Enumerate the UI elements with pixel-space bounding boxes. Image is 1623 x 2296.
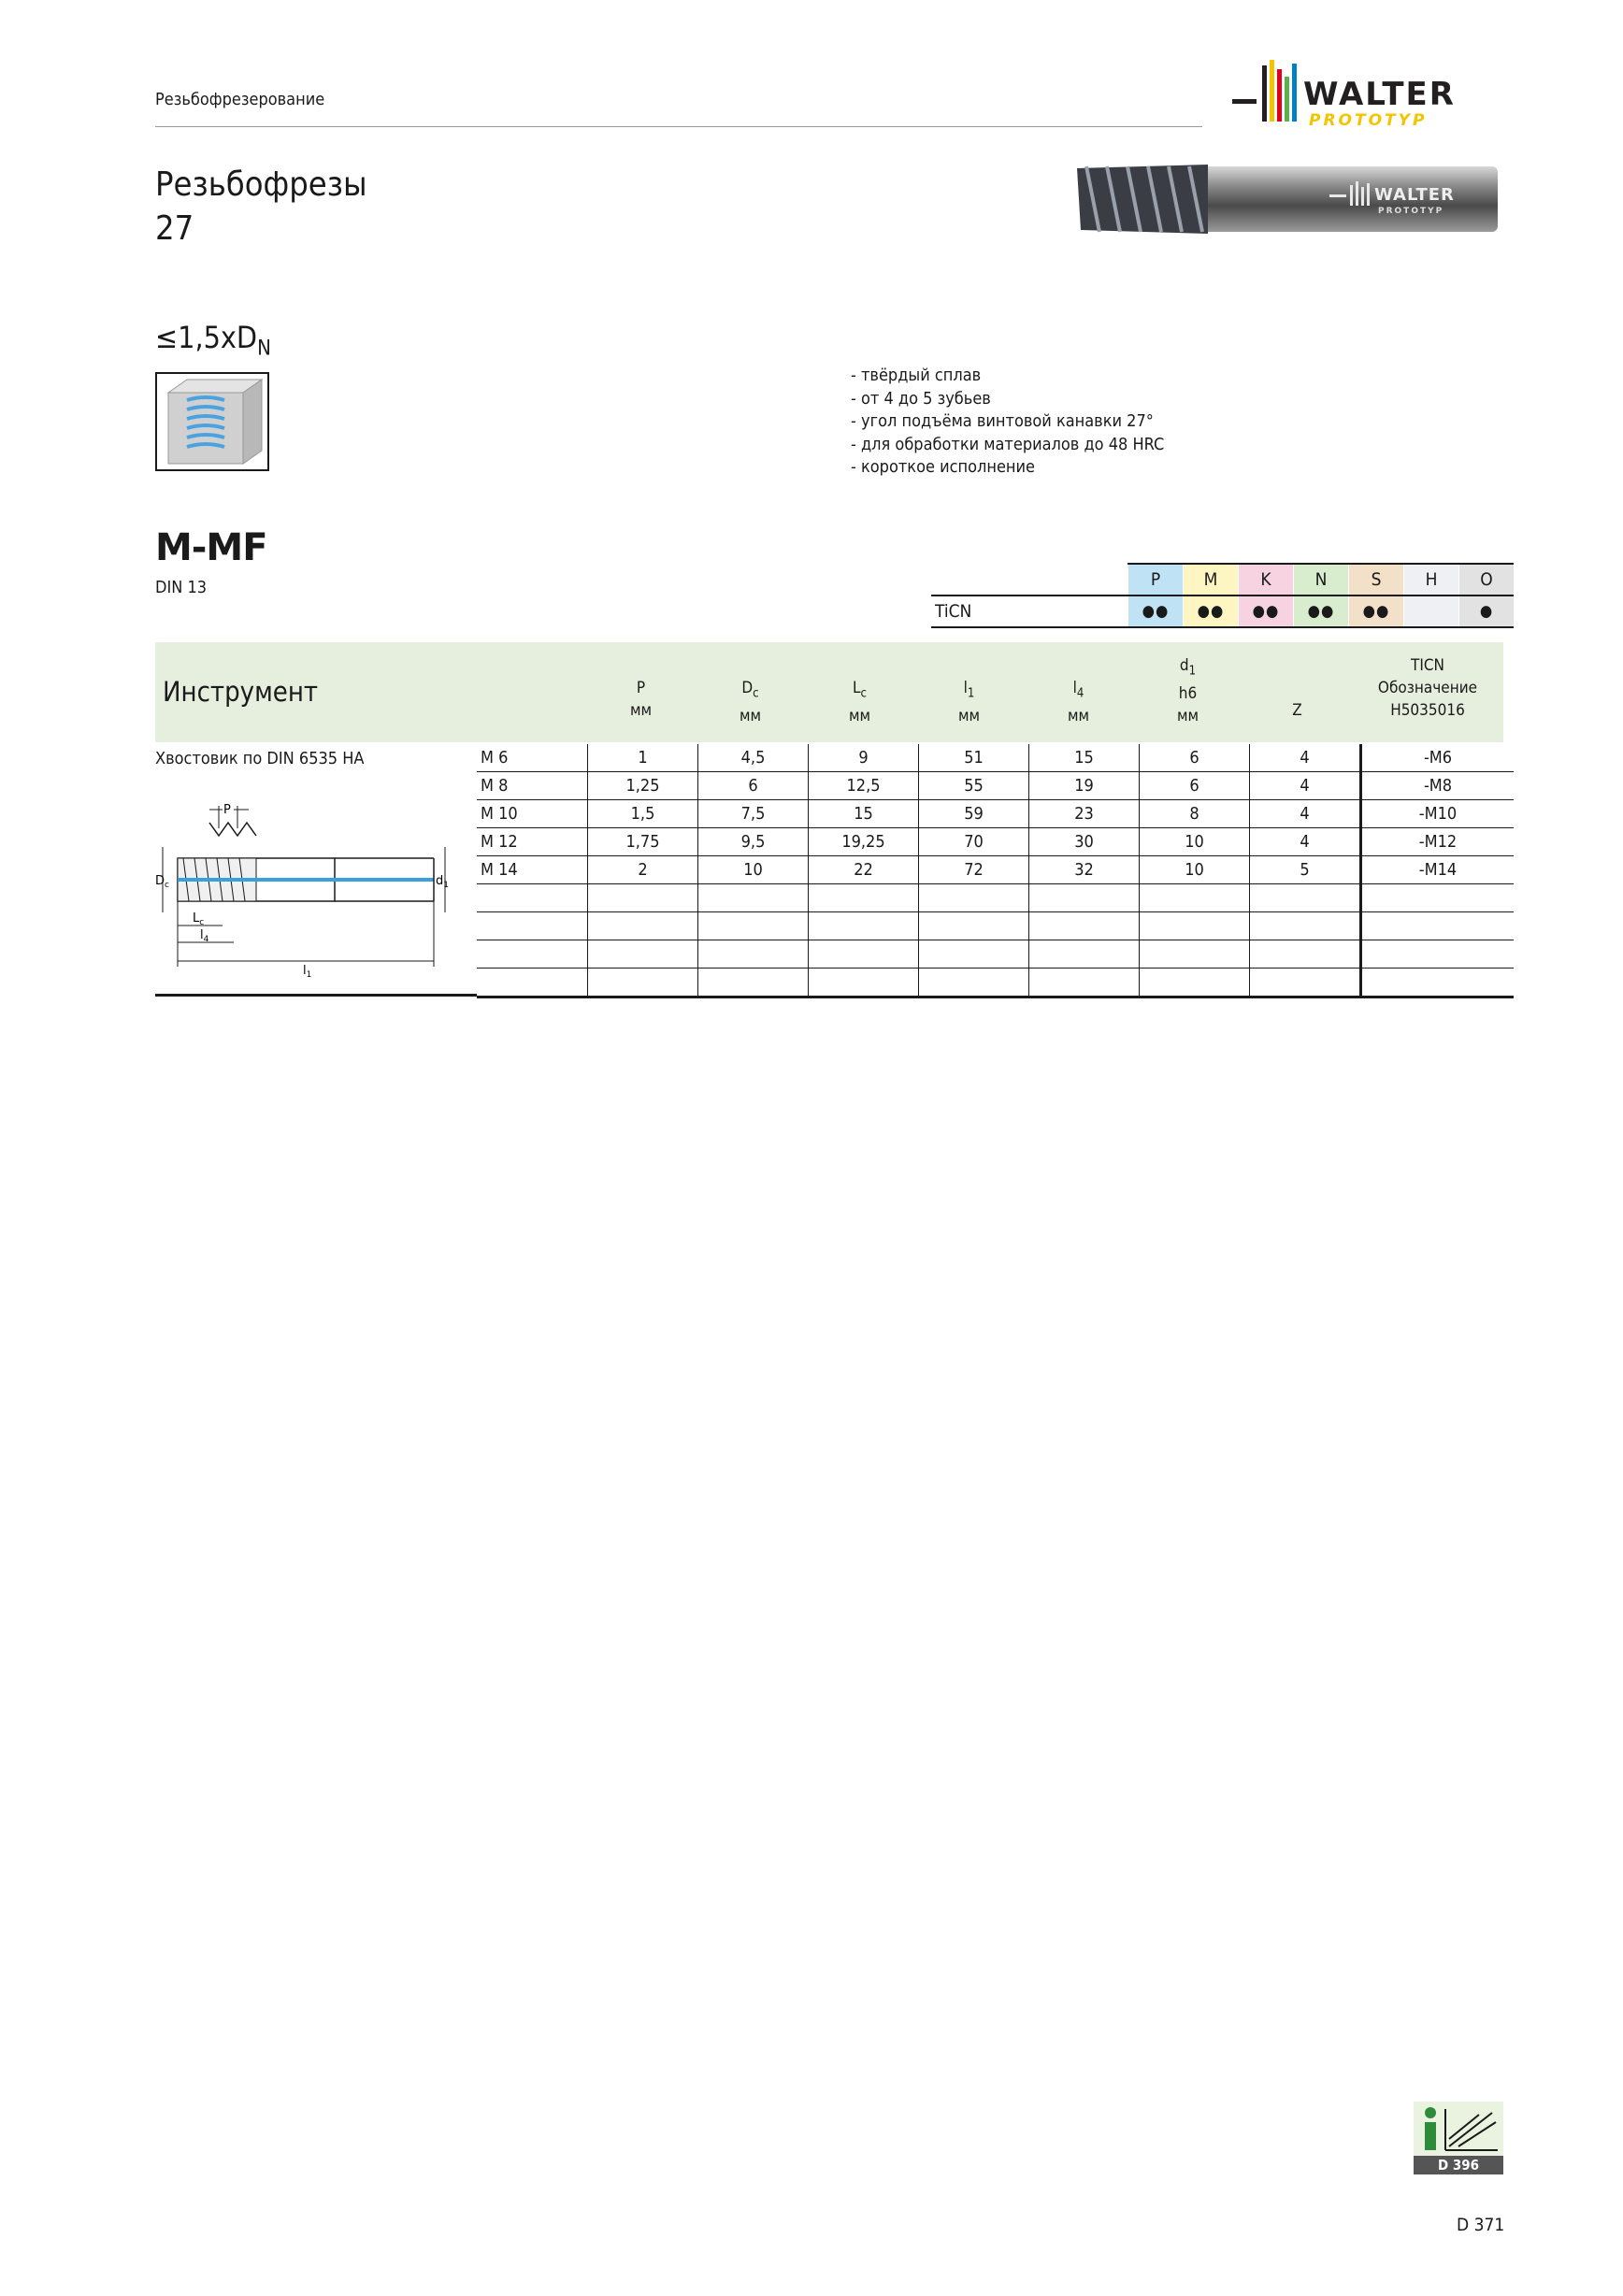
cell-value: 1,5 bbox=[588, 800, 698, 828]
cell-value bbox=[1029, 912, 1140, 940]
cell-value bbox=[1140, 884, 1250, 912]
cell-value: 4 bbox=[1250, 744, 1361, 772]
header-divider bbox=[155, 126, 1202, 127]
cell-value: 9,5 bbox=[698, 828, 809, 856]
table-row bbox=[477, 828, 1514, 856]
svg-text:PROTOTYP: PROTOTYP bbox=[1378, 207, 1444, 216]
logo-bar-red bbox=[1277, 69, 1282, 122]
cell-value bbox=[698, 912, 809, 940]
cell-value: 19 bbox=[1029, 772, 1140, 800]
product-title-line1: Резьбофрезы bbox=[155, 165, 367, 204]
page-number: D 371 bbox=[1457, 2215, 1505, 2235]
cell-value: 1 bbox=[588, 744, 698, 772]
tool-data-table bbox=[477, 744, 1514, 998]
feature-item: - от 4 до 5 зубьев bbox=[851, 388, 991, 409]
logo-sub: PROTOTYP bbox=[1309, 111, 1428, 130]
table-row bbox=[477, 800, 1514, 828]
cell-value: 10 bbox=[698, 856, 809, 884]
cell-value: 7,5 bbox=[698, 800, 809, 828]
walter-prototyp-logo bbox=[1232, 58, 1505, 133]
thread-standard-title: M-MF bbox=[155, 526, 267, 569]
product-title bbox=[155, 163, 367, 251]
pitch-label: P bbox=[223, 803, 231, 817]
cell-value: 15 bbox=[1029, 744, 1140, 772]
cell-value: 23 bbox=[1029, 800, 1140, 828]
l4-label: $l_4$ bbox=[200, 928, 209, 944]
cell-value: 22 bbox=[809, 856, 919, 884]
cell-value: 1,75 bbox=[588, 828, 698, 856]
feature-list bbox=[851, 365, 1164, 480]
cell-value bbox=[588, 969, 698, 997]
cell-thread bbox=[477, 940, 588, 969]
lc-label: $L_c$ bbox=[193, 911, 205, 927]
cell-value bbox=[809, 940, 919, 969]
cell-value: 59 bbox=[919, 800, 1029, 828]
cell-value: 51 bbox=[919, 744, 1029, 772]
material-code-o: O bbox=[1459, 564, 1515, 596]
table-row bbox=[477, 856, 1514, 884]
cell-value bbox=[809, 969, 919, 997]
cell-value: 32 bbox=[1029, 856, 1140, 884]
cell-value bbox=[809, 884, 919, 912]
col-header-p: P мм bbox=[629, 679, 653, 720]
cell-value: 4,5 bbox=[698, 744, 809, 772]
suitability-k: ●● bbox=[1239, 596, 1294, 627]
material-code-p: P bbox=[1128, 564, 1184, 596]
table-heading: Инструмент bbox=[163, 676, 319, 708]
cell-value: 10 bbox=[1140, 856, 1250, 884]
col-header-dc: $D_c$ мм bbox=[739, 679, 762, 726]
tool-body bbox=[178, 858, 434, 901]
cell-value: 72 bbox=[919, 856, 1029, 884]
col-header-l4: $l_4$ мм bbox=[1067, 679, 1090, 726]
cell-value: 55 bbox=[919, 772, 1029, 800]
logo-bar-yellow bbox=[1270, 60, 1274, 122]
cell-designation bbox=[1361, 884, 1515, 912]
cell-value bbox=[919, 969, 1029, 997]
cell-value bbox=[1029, 884, 1140, 912]
table-row bbox=[477, 912, 1514, 940]
cell-designation: -M12 bbox=[1361, 828, 1515, 856]
material-code-h: H bbox=[1404, 564, 1459, 596]
cell-designation: -M8 bbox=[1361, 772, 1515, 800]
cell-value bbox=[588, 912, 698, 940]
shank-note: Хвостовик по DIN 6535 HA bbox=[155, 749, 365, 768]
table-row bbox=[477, 772, 1514, 800]
coating-label: TiCN bbox=[931, 596, 1128, 627]
cell-value: 4 bbox=[1250, 772, 1361, 800]
cell-value bbox=[1140, 969, 1250, 997]
cell-value: 6 bbox=[1140, 772, 1250, 800]
thread-mill-photo bbox=[1077, 161, 1503, 237]
cell-thread bbox=[477, 969, 588, 997]
cell-thread: M 14 bbox=[477, 856, 588, 884]
cell-value: 4 bbox=[1250, 800, 1361, 828]
cell-thread: M 6 bbox=[477, 744, 588, 772]
cell-value: 10 bbox=[1140, 828, 1250, 856]
cell-designation: -M10 bbox=[1361, 800, 1515, 828]
depth-sub: N bbox=[257, 337, 271, 361]
cell-value: 1,25 bbox=[588, 772, 698, 800]
logo-bar-green bbox=[1285, 77, 1289, 122]
cell-thread bbox=[477, 912, 588, 940]
material-code-n: N bbox=[1294, 564, 1349, 596]
cell-value: 6 bbox=[1140, 744, 1250, 772]
suitability-h bbox=[1404, 596, 1459, 627]
col-header-z: Z bbox=[1292, 701, 1302, 720]
product-title-line2: 27 bbox=[155, 209, 194, 248]
thread-standard-norm: DIN 13 bbox=[155, 578, 208, 597]
logo-bar-blue bbox=[1292, 64, 1297, 122]
table-row bbox=[477, 884, 1514, 912]
cell-value bbox=[588, 940, 698, 969]
cell-thread: M 12 bbox=[477, 828, 588, 856]
material-groups-table bbox=[931, 563, 1514, 628]
col-header-designation: TICN Обозначение H5035016 bbox=[1377, 656, 1478, 720]
cell-value bbox=[1250, 940, 1361, 969]
table-row bbox=[477, 940, 1514, 969]
cell-designation: -M6 bbox=[1361, 744, 1515, 772]
thread-hole-icon bbox=[155, 372, 269, 471]
cell-designation bbox=[1361, 940, 1515, 969]
d1-label: $d_1$ bbox=[436, 874, 449, 890]
depth-prefix: ≤1,5xD bbox=[155, 320, 258, 355]
cell-value bbox=[809, 912, 919, 940]
cell-value bbox=[1029, 940, 1140, 969]
tool-dimension-drawing bbox=[155, 785, 454, 985]
reference-page-link[interactable]: D 396 bbox=[1414, 2156, 1503, 2174]
cell-value: 70 bbox=[919, 828, 1029, 856]
material-code-m: M bbox=[1184, 564, 1239, 596]
dc-label: $D_c$ bbox=[155, 874, 169, 890]
table-row bbox=[477, 969, 1514, 997]
section-label: Резьбофрезерование bbox=[155, 90, 325, 109]
cell-value bbox=[698, 969, 809, 997]
cell-value: 12,5 bbox=[809, 772, 919, 800]
cell-thread bbox=[477, 884, 588, 912]
cell-value bbox=[919, 884, 1029, 912]
feature-item: - для обработки материалов до 48 HRC bbox=[851, 434, 1165, 454]
cell-value: 6 bbox=[698, 772, 809, 800]
col-header-d1: $d_1$ h6 мм bbox=[1176, 656, 1199, 726]
depth-ratio bbox=[155, 320, 271, 360]
material-code-k: K bbox=[1239, 564, 1294, 596]
logo-dash bbox=[1232, 99, 1257, 104]
cell-value: 5 bbox=[1250, 856, 1361, 884]
suitability-p: ●● bbox=[1128, 596, 1184, 627]
feature-item: - короткое исполнение bbox=[851, 457, 1035, 477]
cell-value: 19,25 bbox=[809, 828, 919, 856]
cell-value: 4 bbox=[1250, 828, 1361, 856]
cell-value bbox=[1250, 884, 1361, 912]
cell-value bbox=[698, 884, 809, 912]
suitability-n: ●● bbox=[1294, 596, 1349, 627]
cell-value: 8 bbox=[1140, 800, 1250, 828]
cell-value bbox=[1140, 940, 1250, 969]
suitability-s: ●● bbox=[1349, 596, 1404, 627]
col-header-lc: $L_c$ мм bbox=[848, 679, 871, 726]
cell-value bbox=[1029, 969, 1140, 997]
cell-value bbox=[919, 940, 1029, 969]
logo-brand: WALTER bbox=[1303, 76, 1456, 113]
l1-label: $l_1$ bbox=[303, 964, 312, 980]
cell-designation: -M14 bbox=[1361, 856, 1515, 884]
logo-bar-black bbox=[1262, 65, 1267, 122]
cell-value: 30 bbox=[1029, 828, 1140, 856]
suitability-m: ●● bbox=[1184, 596, 1239, 627]
cell-value bbox=[919, 912, 1029, 940]
suitability-o: ● bbox=[1459, 596, 1515, 627]
feature-item: - твёрдый сплав bbox=[851, 366, 982, 385]
cell-value bbox=[698, 940, 809, 969]
cell-value bbox=[1250, 912, 1361, 940]
cell-thread: M 10 bbox=[477, 800, 588, 828]
cell-value: 2 bbox=[588, 856, 698, 884]
table-bottom-rule bbox=[155, 994, 477, 997]
cell-value: 9 bbox=[809, 744, 919, 772]
feature-item: - угол подъёма винтовой канавки 27° bbox=[851, 411, 1154, 431]
cell-designation bbox=[1361, 969, 1515, 997]
svg-text:WALTER: WALTER bbox=[1374, 185, 1455, 205]
material-code-s: S bbox=[1349, 564, 1404, 596]
cell-value: 15 bbox=[809, 800, 919, 828]
cell-value bbox=[588, 884, 698, 912]
cell-value bbox=[1140, 912, 1250, 940]
cell-designation bbox=[1361, 912, 1515, 940]
cell-value bbox=[1250, 969, 1361, 997]
table-row bbox=[477, 744, 1514, 772]
pitch-detail bbox=[209, 802, 256, 836]
cell-thread: M 8 bbox=[477, 772, 588, 800]
col-header-l1: $l_1$ мм bbox=[957, 679, 981, 726]
